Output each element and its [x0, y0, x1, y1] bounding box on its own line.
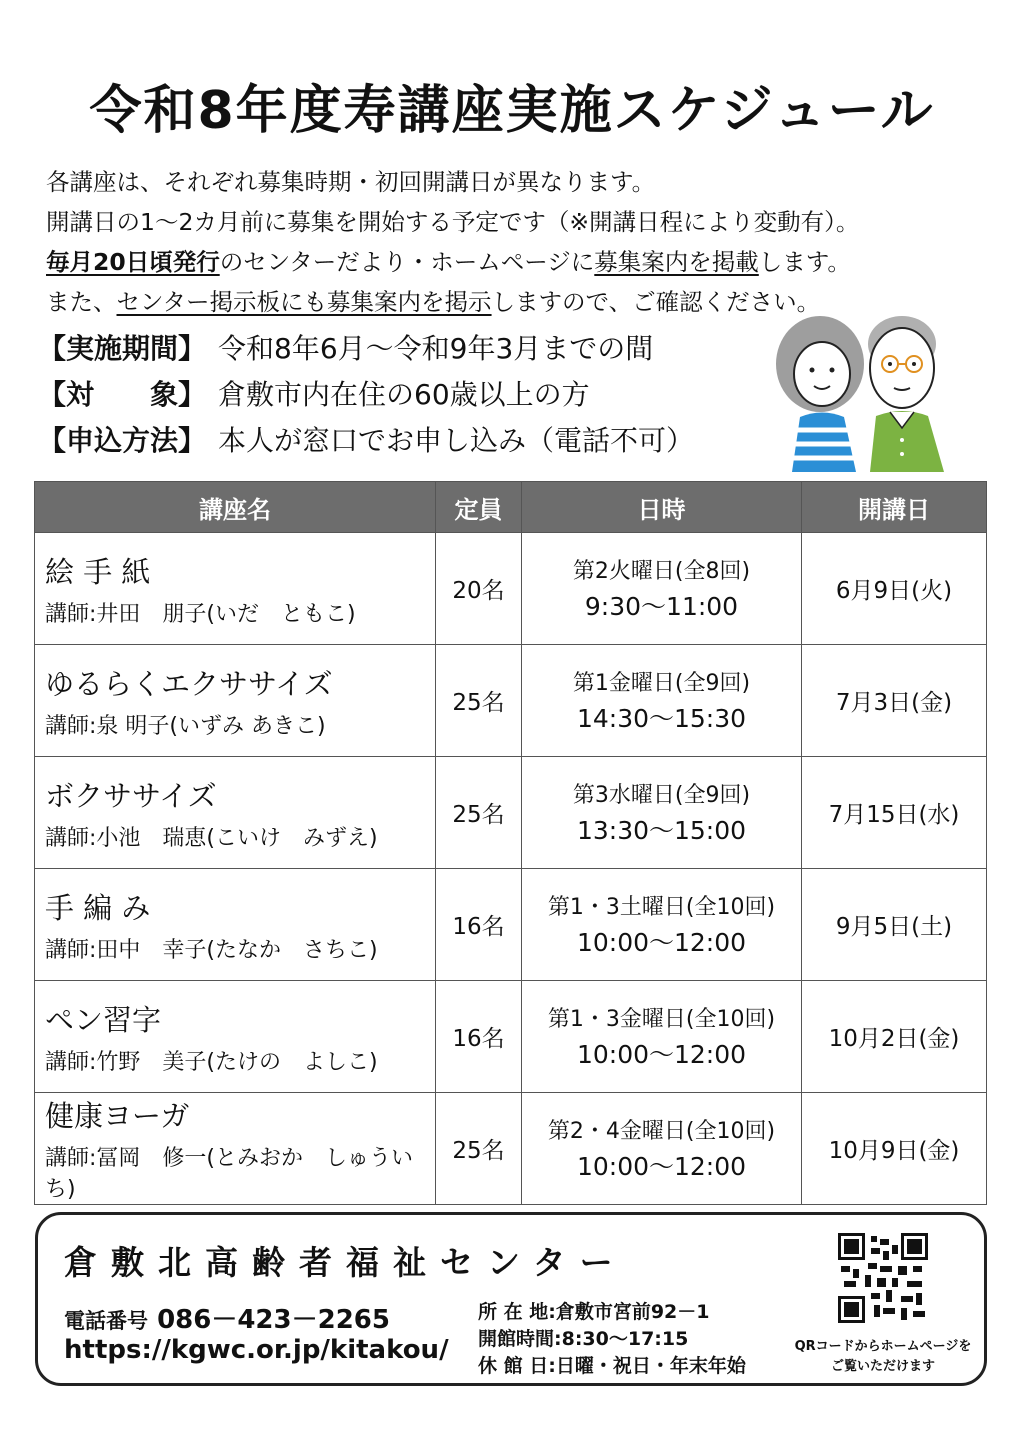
course-name: 絵 手 紙	[45, 554, 151, 589]
schedule-cell	[522, 757, 802, 869]
schedule-cell	[522, 981, 802, 1093]
intro-text-fragment: します。	[758, 248, 851, 276]
instructor: 講師:泉 明子(いずみ あきこ)	[45, 713, 326, 739]
schedule-time: 13:30～15:00	[576, 816, 747, 845]
contact-footer	[35, 1212, 987, 1386]
intro-posting: 募集案内を掲載	[594, 248, 759, 276]
phone-number: 086－423－2265	[157, 1305, 390, 1335]
qr-note-line-2: ご覧いただけます	[830, 1359, 935, 1374]
intro-text	[46, 162, 859, 322]
info-period	[38, 326, 694, 372]
capacity: 25名	[436, 757, 522, 869]
table-row	[35, 645, 987, 757]
closed-days: 休 館 日:日曜・祝日・年末年始	[478, 1355, 746, 1377]
info-label: 【申込方法】	[38, 424, 207, 457]
info-value: 令和8年6月～令和9年3月までの間	[218, 332, 654, 365]
page-title: 令和8年度寿講座実施スケジュール	[89, 81, 935, 141]
info-value: 倉敷市内在住の60歳以上の方	[218, 378, 590, 411]
intro-line-1: 各講座は、それぞれ募集時期・初回開講日が異なります。	[46, 168, 656, 196]
schedule-day: 第2火曜日(全8回)	[572, 559, 751, 584]
info-label: 【対 象】	[38, 378, 207, 411]
capacity: 16名	[436, 981, 522, 1093]
course-cell	[35, 757, 436, 869]
schedule-time: 10:00～12:00	[576, 928, 747, 957]
intro-line-2: 開講日の1～2カ月前に募集を開始する予定です（※開講日程により変動有）。	[46, 208, 860, 236]
start-date: 10月9日(金)	[802, 1093, 987, 1205]
instructor: 講師:井田 朋子(いだ ともこ)	[45, 601, 356, 627]
course-name: ボクササイズ	[45, 778, 217, 813]
instructor: 講師:冨岡 修一(とみおか しゅういち)	[45, 1146, 413, 1202]
header-capacity: 定員	[436, 482, 522, 533]
table-row	[35, 869, 987, 981]
website-url[interactable]: https://kgwc.or.jp/kitakou/	[64, 1335, 449, 1365]
schedule-cell	[522, 645, 802, 757]
table-row	[35, 533, 987, 645]
start-date: 7月15日(水)	[802, 757, 987, 869]
qr-note-line-1: QRコードからホームページを	[794, 1339, 972, 1354]
schedule-cell	[522, 533, 802, 645]
schedule-cell	[522, 869, 802, 981]
table-row	[35, 757, 987, 869]
schedule-day: 第3水曜日(全9回)	[572, 783, 751, 808]
info-target	[38, 372, 694, 418]
intro-issue-date: 毎月20日頃発行	[46, 248, 220, 276]
qr-note	[783, 1337, 983, 1377]
schedule-day: 第2・4金曜日(全10回)	[547, 1119, 776, 1144]
schedule-time: 10:00～12:00	[576, 1152, 747, 1181]
opening-hours: 開館時間:8:30～17:15	[478, 1328, 689, 1350]
schedule-cell	[522, 1093, 802, 1205]
instructor: 講師:小池 瑞恵(こいけ みずえ)	[45, 825, 378, 851]
header-schedule: 日時	[522, 482, 802, 533]
intro-board: センター掲示板にも募集案内を掲示	[116, 288, 492, 316]
phone-label: 電話番号	[64, 1309, 148, 1333]
course-cell	[35, 981, 436, 1093]
course-cell	[35, 869, 436, 981]
course-name: 手 編 み	[45, 890, 151, 925]
header-start-date: 開講日	[802, 482, 987, 533]
intro-text-fragment: また、	[46, 288, 117, 316]
phone-line	[64, 1299, 390, 1336]
instructor: 講師:竹野 美子(たけの よしこ)	[45, 1049, 378, 1075]
capacity: 20名	[436, 533, 522, 645]
intro-line-4	[46, 282, 859, 322]
course-cell	[35, 645, 436, 757]
info-value: 本人が窓口でお申し込み（電話不可）	[218, 424, 695, 457]
course-name: 健康ヨーガ	[45, 1099, 190, 1133]
start-date: 7月3日(金)	[802, 645, 987, 757]
info-label: 【実施期間】	[38, 332, 207, 365]
capacity: 25名	[436, 1093, 522, 1205]
schedule-table	[34, 481, 987, 1205]
capacity: 16名	[436, 869, 522, 981]
address: 所 在 地:倉敷市宮前92－1	[478, 1301, 710, 1323]
info-block	[38, 326, 694, 464]
table-row	[35, 981, 987, 1093]
schedule-time: 9:30～11:00	[584, 592, 739, 621]
qr-code-icon[interactable]	[838, 1233, 928, 1323]
start-date: 9月5日(土)	[802, 869, 987, 981]
capacity: 25名	[436, 645, 522, 757]
course-name: ゆるらくエクササイズ	[45, 666, 333, 701]
course-cell	[35, 1093, 436, 1205]
schedule-day: 第1金曜日(全9回)	[572, 671, 751, 696]
start-date: 10月2日(金)	[802, 981, 987, 1093]
table-row	[35, 1093, 987, 1205]
course-cell	[35, 533, 436, 645]
intro-line-3	[46, 242, 859, 282]
table-header-row	[35, 482, 987, 533]
header-course: 講座名	[35, 482, 436, 533]
instructor: 講師:田中 幸子(たなか さちこ)	[45, 937, 378, 963]
address-block	[478, 1299, 746, 1380]
schedule-time: 10:00～12:00	[576, 1040, 747, 1069]
intro-text-fragment: のセンターだより・ホームページに	[219, 248, 595, 276]
center-name: 倉敷北高齢者福祉センター	[64, 1243, 627, 1282]
course-name: ペン習字	[45, 1002, 162, 1037]
start-date: 6月9日(火)	[802, 533, 987, 645]
intro-text-fragment: しますので、ご確認ください。	[491, 288, 821, 316]
schedule-time: 14:30～15:30	[576, 704, 747, 733]
schedule-day: 第1・3金曜日(全10回)	[547, 1007, 776, 1032]
schedule-day: 第1・3土曜日(全10回)	[547, 895, 776, 920]
elderly-couple-illustration	[770, 312, 950, 477]
info-application	[38, 418, 694, 464]
